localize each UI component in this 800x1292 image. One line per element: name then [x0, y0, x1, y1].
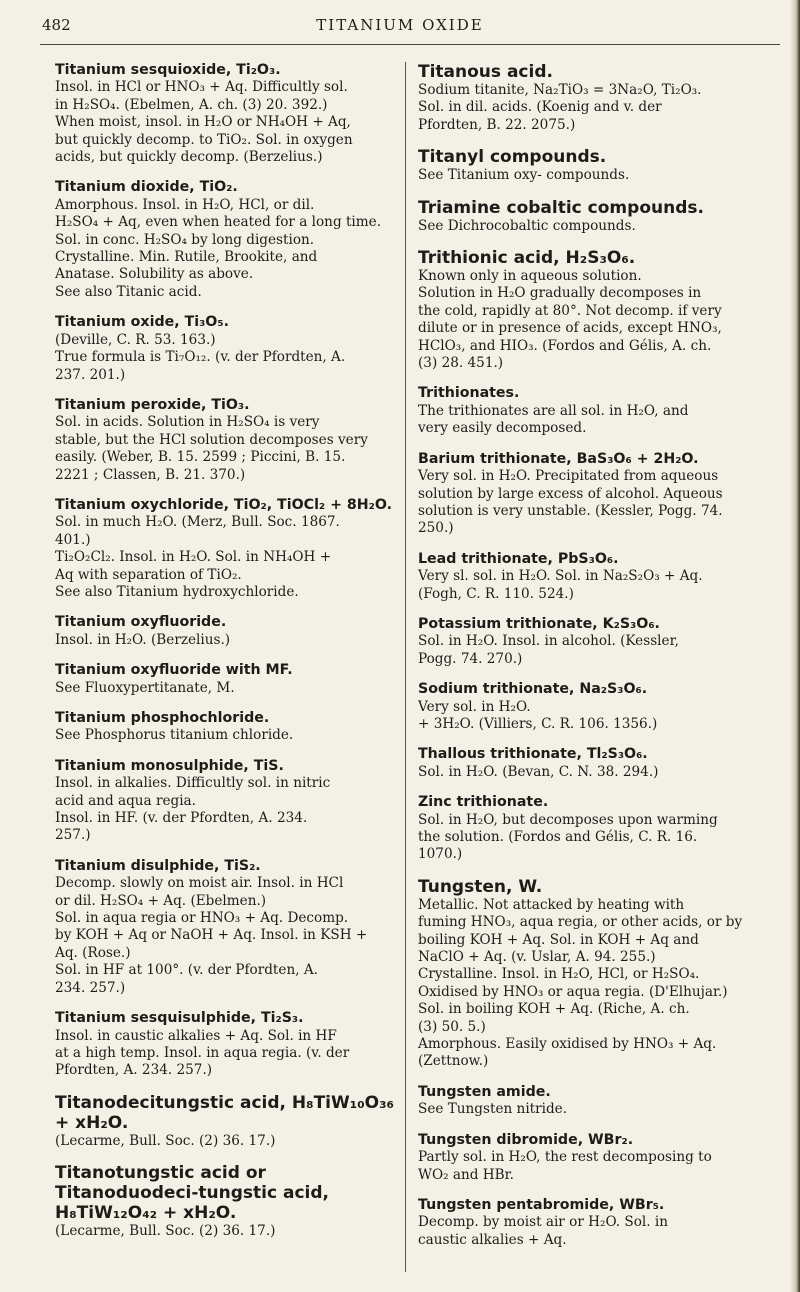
entry-text-line: 257.) — [55, 827, 91, 844]
entry-heading: Potassium trithionate, K₂S₃O₆. — [418, 615, 660, 632]
entry-text-line: WO₂ and HBr. — [418, 1166, 514, 1183]
entry-text-line: Insol. in HF. (v. der Pfordten, A. 234. — [55, 810, 308, 827]
page-edge-shadow — [790, 0, 800, 1292]
entry-text-line: (Fogh, C. R. 110. 524.) — [418, 585, 574, 602]
entry-heading: Titanotungstic acid or Titanoduodeci-tungstic acid, H₈TiW₁₂O₄₂ + xH₂O. — [55, 1163, 329, 1224]
entry-text-line: 2221 ; Classen, B. 21. 370.) — [55, 466, 246, 483]
entry-text-line: Very sol. in H₂O. Precipitated from aqueous — [418, 468, 719, 485]
entry-heading: Tungsten amide. — [418, 1083, 551, 1100]
entry-heading: Titanium sesquisulphide, Ti₂S₃. — [55, 1010, 304, 1027]
entry-heading: Titanium peroxide, TiO₃. — [55, 396, 250, 413]
entry-text-line: + 3H₂O. (Villiers, C. R. 106. 1356.) — [418, 715, 658, 732]
dictionary-entry — [418, 681, 766, 733]
entry-text-line: solution by large excess of alcohol. Aqueous — [418, 485, 723, 502]
entry-text-line: Amorphous. Insol. in H₂O, HCl, or dil. — [55, 196, 315, 213]
entry-text-line: HClO₃, and HIO₃. (Fordos and Gélis, A. ch. — [418, 337, 712, 354]
entry-text-line: acid and aqua regia. — [55, 792, 196, 809]
entry-text-line: Known only in aqueous solution. — [418, 268, 642, 285]
entry-text-line: See Phosphorus titanium chloride. — [55, 727, 294, 744]
entry-text-line: See Tungsten nitride. — [418, 1101, 568, 1118]
dictionary-entry — [418, 1197, 766, 1249]
entry-text-line: Insol. in caustic alkalies + Aq. Sol. in HF — [55, 1027, 337, 1044]
entry-text-line: solution is very unstable. (Kessler, Pogg. 74. — [418, 502, 723, 519]
entry-text-line: See also Titanium hydroxychloride. — [55, 583, 299, 600]
entry-heading: Tungsten, W. — [418, 876, 543, 897]
entry-text-line: Sol. in aqua regia or HNO₃ + Aq. Decomp. — [55, 910, 349, 927]
entry-text-line: True formula is Ti₇O₁₂. (v. der Pfordten, A. — [55, 349, 346, 366]
entry-text-line: 1070.) — [418, 846, 463, 863]
running-title: TITANIUM OXIDE — [316, 16, 484, 34]
dictionary-entry — [418, 616, 766, 668]
dictionary-entry — [418, 451, 766, 538]
entry-heading: Sodium trithionate, Na₂S₃O₆. — [418, 681, 648, 698]
dictionary-entry — [55, 614, 395, 649]
entry-text-line: Pogg. 74. 270.) — [418, 650, 523, 667]
entry-text-line: (Lecarme, Bull. Soc. (2) 36. 17.) — [55, 1132, 276, 1149]
entry-text-line: See Fluoxypertitanate, M. — [55, 679, 235, 696]
page-header — [30, 16, 770, 38]
entry-text-line: but quickly decomp. to TiO₂. Sol. in oxygen — [55, 131, 353, 148]
entry-text-line: Sol. in much H₂O. (Merz, Bull. Soc. 1867. — [55, 514, 340, 531]
entry-text-line: Aq. (Rose.) — [55, 944, 131, 961]
entry-heading: Lead trithionate, PbS₃O₆. — [418, 550, 619, 567]
left-column — [55, 62, 395, 1254]
entry-heading: Triamine cobaltic compounds. — [418, 197, 704, 218]
entry-text-line: (3) 28. 451.) — [418, 355, 504, 372]
entry-heading: Titanium oxyfluoride with MF. — [55, 662, 293, 679]
entry-heading: Barium trithionate, BaS₃O₆ + 2H₂O. — [418, 450, 699, 467]
entry-text-line: 401.) — [55, 531, 91, 548]
entry-text-line: Sol. in dil. acids. (Koenig and v. der — [418, 99, 662, 116]
page-number: 482 — [42, 16, 71, 34]
entry-text-line: Sol. in boiling KOH + Aq. (Riche, A. ch. — [418, 1001, 690, 1018]
dictionary-entry — [55, 858, 395, 997]
entry-text-line: dilute or in presence of acids, except HNO₃, — [418, 320, 722, 337]
entry-text-line: at a high temp. Insol. in aqua regia. (v. der — [55, 1044, 350, 1061]
entry-text-line: Sol. in conc. H₂SO₄ by long digestion. — [55, 231, 315, 248]
dictionary-entry — [418, 147, 766, 184]
entry-heading: Titanium oxychloride, TiO₂, TiOCl₂ + 8H₂O. — [55, 496, 393, 513]
entry-text-line: When moist, insol. in H₂O or NH₄OH + Aq, — [55, 114, 351, 131]
dictionary-entry — [55, 758, 395, 845]
entry-text-line: NaClO + Aq. (v. Uslar, A. 94. 255.) — [418, 949, 656, 966]
entry-text-line: caustic alkalies + Aq. — [418, 1231, 567, 1248]
entry-text-line: Metallic. Not attacked by heating with — [418, 896, 685, 913]
dictionary-entry — [418, 198, 766, 235]
entry-text-line: Crystalline. Insol. in H₂O, HCl, or H₂SO₄. — [418, 966, 700, 983]
entry-heading: Titanium sesquioxide, Ti₂O₃. — [55, 62, 281, 78]
entry-text-line: acids, but quickly decomp. (Berzelius.) — [55, 149, 323, 166]
dictionary-entry — [55, 1010, 395, 1080]
entry-heading: Titanium oxide, Ti₃O₅. — [55, 314, 229, 331]
entry-text-line: Insol. in alkalies. Difficultly sol. in nitric — [55, 775, 331, 792]
entry-text-line: Oxidised by HNO₃ or aqua regia. (D'Elhujar.) — [418, 983, 728, 1000]
entry-text-line: Solution in H₂O gradually decomposes in — [418, 285, 702, 302]
entry-text-line: Amorphous. Easily oxidised by HNO₃ + Aq. — [418, 1036, 717, 1053]
entry-heading: Titanium dioxide, TiO₂. — [55, 179, 238, 196]
entry-text-line: (Deville, C. R. 53. 163.) — [55, 331, 216, 348]
entry-text-line: See Dichrocobaltic compounds. — [418, 217, 636, 234]
dictionary-entry — [55, 314, 395, 384]
entry-heading: Zinc trithionate. — [418, 794, 549, 811]
entry-heading: Titanous acid. — [418, 62, 553, 82]
entry-text-line: by KOH + Aq or NaOH + Aq. Insol. in KSH + — [55, 927, 368, 944]
entry-text-line: Sol. in H₂O. (Bevan, C. N. 38. 294.) — [418, 763, 659, 780]
entry-heading: Titanium oxyfluoride. — [55, 614, 227, 631]
entry-text-line: Sodium titanite, Na₂TiO₃ = 3Na₂O, Ti₂O₃. — [418, 82, 702, 98]
entry-text-line: stable, but the HCl solution decomposes very — [55, 431, 368, 448]
entry-text-line: Sol. in H₂O, but decomposes upon warming — [418, 811, 718, 828]
entry-text-line: Sol. in H₂O. Insol. in alcohol. (Kessler, — [418, 633, 679, 650]
dictionary-entry — [55, 497, 395, 601]
entry-text-line: Very sl. sol. in H₂O. Sol. in Na₂S₂O₃ + Aq. — [418, 568, 703, 585]
entry-text-line: (3) 50. 5.) — [418, 1018, 486, 1035]
entry-heading: Titanium monosulphide, TiS. — [55, 757, 284, 774]
entry-text-line: See also Titanic acid. — [55, 283, 202, 300]
dictionary-entry — [418, 62, 766, 134]
dictionary-entry — [418, 248, 766, 372]
entry-heading: Titanyl compounds. — [418, 147, 607, 168]
entry-heading: Titanodecitungstic acid, H₈TiW₁₀O₃₆ + xH₂O. — [55, 1092, 394, 1133]
entry-heading: Tungsten dibromide, WBr₂. — [418, 1131, 634, 1148]
entry-heading: Tungsten pentabromide, WBr₅. — [418, 1196, 665, 1213]
entry-text-line: The trithionates are all sol. in H₂O, and — [418, 402, 689, 419]
entry-text-line: 250.) — [418, 520, 454, 537]
entry-text-line: boiling KOH + Aq. Sol. in KOH + Aq and — [418, 931, 699, 948]
entry-text-line: Decomp. slowly on moist air. Insol. in HCl — [55, 875, 344, 892]
entry-text-line: Pfordten, A. 234. 257.) — [55, 1062, 213, 1079]
column-divider — [405, 62, 406, 1272]
dictionary-entry — [55, 179, 395, 301]
dictionary-entry — [55, 62, 395, 166]
entry-text-line: Decomp. by moist air or H₂O. Sol. in — [418, 1214, 669, 1231]
entry-text-line: Pfordten, B. 22. 2075.) — [418, 116, 576, 133]
entry-text-line: easily. (Weber, B. 15. 2599 ; Piccini, B. 15. — [55, 449, 346, 466]
entry-text-line: (Zettnow.) — [418, 1053, 489, 1070]
entry-text-line: the cold, rapidly at 80°. Not decomp. if very — [418, 302, 722, 319]
entry-text-line: Very sol. in H₂O. — [418, 698, 531, 715]
entry-heading: Trithionic acid, H₂S₃O₆. — [418, 248, 636, 269]
entry-text-line: fuming HNO₃, aqua regia, or other acids, or by — [418, 914, 743, 931]
dictionary-entry — [418, 1132, 766, 1184]
entry-text-line: Anatase. Solubility as above. — [55, 266, 254, 283]
entry-text-line: 237. 201.) — [55, 366, 126, 383]
dictionary-entry — [418, 1084, 766, 1119]
dictionary-entry — [55, 662, 395, 697]
entry-text-line: 234. 257.) — [55, 979, 126, 996]
entry-text-line: Insol. in H₂O. (Berzelius.) — [55, 631, 231, 648]
dictionary-entry — [418, 794, 766, 864]
header-rule — [40, 44, 780, 45]
dictionary-entry — [55, 1163, 395, 1240]
entry-text-line: See Titanium oxy- compounds. — [418, 167, 630, 184]
entry-text-line: Sol. in acids. Solution in H₂SO₄ is very — [55, 414, 320, 431]
entry-text-line: Insol. in HCl or HNO₃ + Aq. Difficultly sol. — [55, 79, 348, 96]
entry-text-line: Ti₂O₂Cl₂. Insol. in H₂O. Sol. in NH₄OH + — [55, 549, 332, 566]
entry-heading: Titanium disulphide, TiS₂. — [55, 857, 261, 874]
entry-text-line: Partly sol. in H₂O, the rest decomposing to — [418, 1149, 712, 1166]
entry-text-line: or dil. H₂SO₄ + Aq. (Ebelmen.) — [55, 892, 267, 909]
dictionary-entry — [55, 1093, 395, 1150]
entry-text-line: (Lecarme, Bull. Soc. (2) 36. 17.) — [55, 1223, 276, 1240]
entry-text-line: H₂SO₄ + Aq, even when heated for a long time. — [55, 214, 382, 231]
dictionary-entry — [55, 710, 395, 745]
entry-text-line: in H₂SO₄. (Ebelmen, A. ch. (3) 20. 392.) — [55, 96, 328, 113]
entry-text-line: Aq with separation of TiO₂. — [55, 566, 242, 583]
dictionary-entry — [418, 385, 766, 437]
dictionary-entry — [418, 551, 766, 603]
dictionary-entry — [55, 397, 395, 484]
entry-heading: Thallous trithionate, Tl₂S₃O₆. — [418, 746, 648, 763]
entry-text-line: the solution. (Fordos and Gélis, C. R. 16. — [418, 829, 698, 845]
right-column — [418, 62, 766, 1262]
dictionary-entry — [418, 746, 766, 781]
entry-text-line: Sol. in HF at 100°. (v. der Pfordten, A. — [55, 962, 318, 979]
entry-text-line: Crystalline. Min. Rutile, Brookite, and — [55, 249, 318, 266]
entry-heading: Trithionates. — [418, 385, 520, 402]
entry-heading: Titanium phosphochloride. — [55, 710, 270, 726]
entry-text-line: very easily decomposed. — [418, 420, 587, 437]
dictionary-entry — [418, 877, 766, 1071]
